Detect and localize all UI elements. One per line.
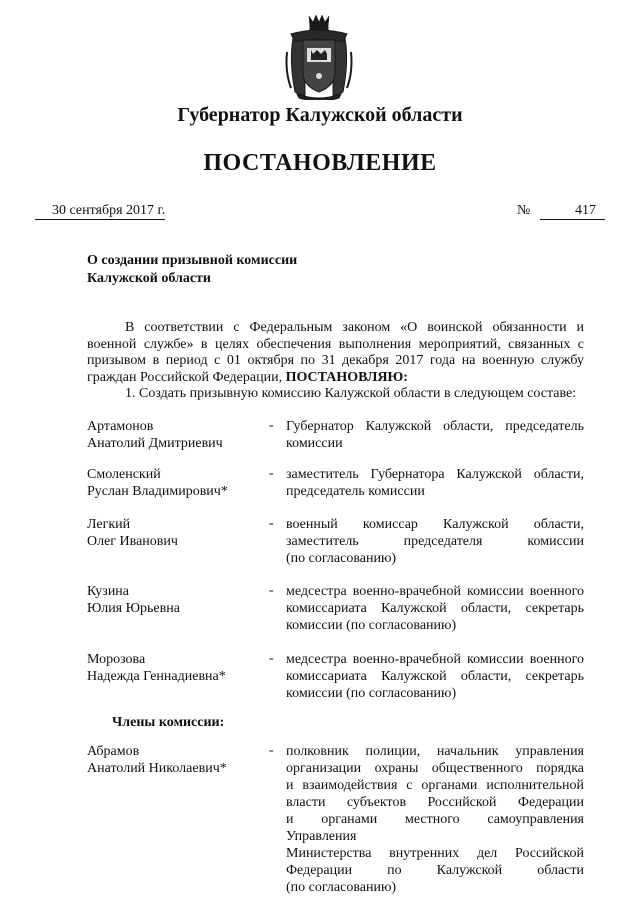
position-line: и органами местного самоуправления Управления — [286, 812, 584, 844]
position-line: председатель комиссии — [286, 484, 425, 499]
dash: - — [269, 466, 274, 481]
member-name — [87, 583, 180, 617]
member-position — [286, 466, 584, 500]
document-date: 30 сентября 2017 г. — [52, 203, 166, 218]
preamble-paragraph — [87, 320, 584, 386]
member-position — [286, 743, 584, 896]
preamble-decree-word: ПОСТАНОВЛЯЮ: — [285, 369, 408, 385]
document-type-title: ПОСТАНОВЛЕНИЕ — [203, 150, 437, 176]
coat-of-arms-emblem — [283, 12, 355, 100]
position-line: (по согласованию) — [286, 880, 397, 895]
member-given-name: Надежда Геннадиевна* — [87, 669, 226, 684]
member-position — [286, 516, 584, 567]
position-line: комиссариата Калужской области, секретарь — [286, 601, 584, 616]
member-surname: Артамонов — [87, 419, 154, 434]
member-name — [87, 651, 226, 685]
position-line: и взаимодействия с органами исполнительной — [286, 778, 584, 793]
document-subject — [87, 252, 297, 288]
member-given-name: Руслан Владимирович* — [87, 484, 228, 499]
position-line: комиссии — [286, 436, 343, 451]
position-line: власти субъектов Российской Федерации — [286, 795, 584, 810]
member-given-name: Анатолий Дмитриевич — [87, 436, 223, 451]
member-position — [286, 583, 584, 634]
document-number: 417 — [575, 203, 596, 218]
position-line: заместитель председателя комиссии — [286, 534, 584, 549]
subject-line: Калужской области — [87, 271, 211, 286]
member-given-name: Анатолий Николаевич* — [87, 761, 227, 776]
dash: - — [269, 418, 274, 433]
member-surname: Смоленский — [87, 467, 161, 482]
number-label: № — [517, 203, 531, 218]
position-line: Губернатор Калужской области, председатель — [286, 419, 584, 434]
item-1-text: 1. Создать призывную комиссию Калужской области в следующем составе: — [125, 386, 577, 401]
member-given-name: Олег Иванович — [87, 534, 178, 549]
member-position — [286, 418, 584, 452]
position-line: медсестра военно-врачебной комиссии военного — [286, 584, 584, 599]
number-underline — [540, 219, 605, 220]
position-line: (по согласованию) — [286, 551, 397, 566]
position-line: военный комиссар Калужской области, — [286, 517, 584, 532]
position-line: Федерации по Калужской области — [286, 863, 584, 878]
issuer-title: Губернатор Калужской области — [177, 104, 463, 126]
position-line: полковник полиции, начальник управления — [286, 744, 584, 759]
dash: - — [269, 651, 274, 666]
dash: - — [269, 743, 274, 758]
subject-line: О создании призывной комиссии — [87, 253, 298, 268]
member-surname: Морозова — [87, 652, 146, 667]
member-surname: Кузина — [87, 584, 130, 599]
member-surname: Абрамов — [87, 744, 140, 759]
position-line: комиссии (по согласованию) — [286, 618, 457, 633]
member-given-name: Юлия Юрьевна — [87, 601, 180, 616]
position-line: организации охраны общественного порядка — [286, 761, 584, 776]
position-line: заместитель Губернатора Калужской области, — [286, 467, 584, 482]
member-name — [87, 516, 178, 550]
member-surname: Легкий — [87, 517, 131, 532]
members-heading: Члены комиссии: — [112, 715, 225, 730]
member-position — [286, 651, 584, 702]
position-line: Министерства внутренних дел Российской — [286, 846, 584, 861]
dash: - — [269, 583, 274, 598]
member-name — [87, 466, 228, 500]
member-name — [87, 743, 227, 777]
date-underline — [35, 219, 165, 220]
preamble-text: В соответствии с Федеральным законом «О воинской обязанности и военной службе» в целях обеспечения выполнения мероприятий, связанных с призывом в период с 01 октября по 31 декабря 2017 года на военную службу граждан Российской Федерации, — [87, 320, 584, 385]
position-line: медсестра военно-врачебной комиссии военного — [286, 652, 584, 667]
dash: - — [269, 516, 274, 531]
position-line: комиссариата Калужской области, секретарь — [286, 669, 584, 684]
position-line: комиссии (по согласованию) — [286, 686, 457, 701]
member-name — [87, 418, 223, 452]
